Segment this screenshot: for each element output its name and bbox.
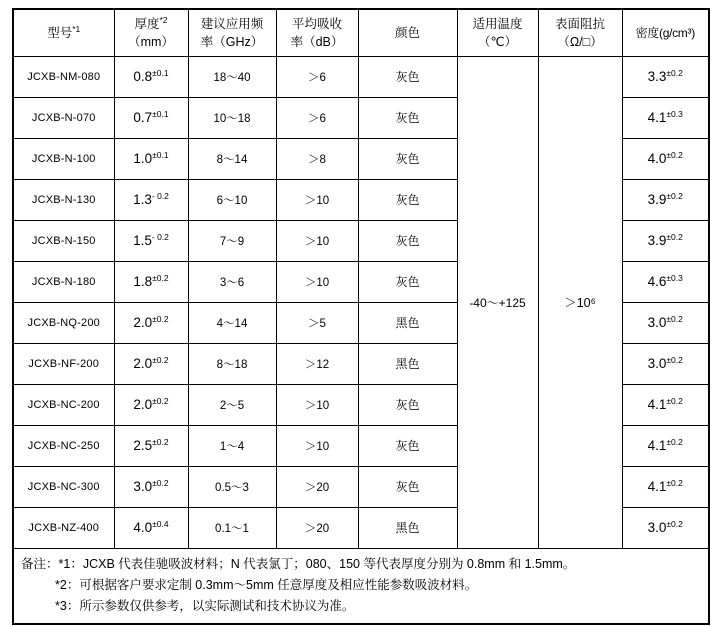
density-cell bbox=[622, 302, 709, 343]
absorption-cell: ＞10 bbox=[276, 261, 358, 302]
density-cell bbox=[622, 425, 709, 466]
absorption-cell: ＞20 bbox=[276, 466, 358, 507]
frequency-cell: 2～5 bbox=[188, 384, 276, 425]
model-cell: JCXB-NC-200 bbox=[13, 384, 114, 425]
table-row bbox=[13, 56, 709, 97]
thickness-tolerance: ±0.2 bbox=[152, 273, 169, 284]
frequency-cell: 8～18 bbox=[188, 343, 276, 384]
color-cell: 灰色 bbox=[358, 384, 457, 425]
thickness-tolerance: ±0.2 bbox=[152, 478, 169, 489]
thickness-cell bbox=[114, 261, 188, 302]
temperature-merged-cell: -40～+125 bbox=[457, 56, 538, 548]
header-absorption bbox=[276, 9, 358, 56]
model-cell: JCXB-N-150 bbox=[13, 220, 114, 261]
thickness-value: 0.7 bbox=[133, 110, 153, 125]
thickness-tolerance: ±0.2 bbox=[152, 437, 169, 448]
absorption-cell: ＞10 bbox=[276, 179, 358, 220]
frequency-cell: 0.5～3 bbox=[188, 466, 276, 507]
thickness-tolerance: ±0.1 bbox=[152, 109, 169, 120]
density-value: 3.3 bbox=[647, 69, 667, 84]
density-value: 3.0 bbox=[647, 520, 667, 535]
color-cell: 灰色 bbox=[358, 220, 457, 261]
density-cell bbox=[622, 138, 709, 179]
color-cell: 黑色 bbox=[358, 302, 457, 343]
header-impedance bbox=[538, 9, 622, 56]
header-thickness-footnote: *2 bbox=[159, 14, 168, 25]
density-tolerance: ±0.2 bbox=[666, 519, 683, 530]
density-value: 4.1 bbox=[647, 479, 667, 494]
thickness-tolerance: - 0.2 bbox=[151, 191, 169, 202]
thickness-cell bbox=[114, 343, 188, 384]
model-cell: JCXB-NM-080 bbox=[13, 56, 114, 97]
density-tolerance: ±0.3 bbox=[666, 273, 683, 284]
thickness-value: 3.0 bbox=[133, 479, 153, 494]
color-cell: 灰色 bbox=[358, 179, 457, 220]
thickness-cell bbox=[114, 384, 188, 425]
spec-table-body bbox=[13, 56, 709, 548]
header-frequency bbox=[188, 9, 276, 56]
frequency-cell: 6～10 bbox=[188, 179, 276, 220]
density-tolerance: ±0.2 bbox=[666, 355, 683, 366]
color-cell: 黑色 bbox=[358, 507, 457, 548]
thickness-tolerance: - 0.2 bbox=[151, 232, 169, 243]
density-value: 4.1 bbox=[647, 438, 667, 453]
density-value: 4.1 bbox=[647, 397, 667, 412]
density-tolerance: ±0.2 bbox=[666, 68, 683, 79]
color-cell: 灰色 bbox=[358, 261, 457, 302]
thickness-value: 1.3 bbox=[133, 192, 152, 207]
color-cell: 灰色 bbox=[358, 466, 457, 507]
absorption-cell: ＞10 bbox=[276, 384, 358, 425]
note-line-3: *3：所示参数仅供参考，以实际测试和技术协议为准。 bbox=[55, 598, 355, 613]
thickness-tolerance: ±0.2 bbox=[152, 314, 169, 325]
header-absorption-line1: 平均吸收 bbox=[291, 16, 342, 31]
thickness-value: 2.0 bbox=[133, 356, 153, 371]
density-cell bbox=[622, 56, 709, 97]
thickness-cell bbox=[114, 466, 188, 507]
header-thickness bbox=[114, 9, 188, 56]
thickness-cell bbox=[114, 56, 188, 97]
header-density-label: 密度(g/cm³) bbox=[635, 25, 695, 40]
density-value: 3.9 bbox=[647, 192, 667, 207]
header-color bbox=[358, 9, 457, 56]
header-model-label: 型号 bbox=[47, 25, 73, 40]
density-cell bbox=[622, 343, 709, 384]
density-tolerance: ±0.2 bbox=[666, 314, 683, 325]
header-thickness-label: 厚度 bbox=[134, 16, 160, 31]
absorption-cell: ＞12 bbox=[276, 343, 358, 384]
density-cell bbox=[622, 466, 709, 507]
color-cell: 灰色 bbox=[358, 138, 457, 179]
notes-cell bbox=[13, 548, 709, 624]
thickness-cell bbox=[114, 97, 188, 138]
frequency-cell: 0.1～1 bbox=[188, 507, 276, 548]
absorption-cell: ＞10 bbox=[276, 220, 358, 261]
header-density bbox=[622, 9, 709, 56]
thickness-cell bbox=[114, 138, 188, 179]
density-tolerance: ±0.2 bbox=[666, 396, 683, 407]
density-value: 4.0 bbox=[647, 151, 667, 166]
header-thickness-unit: （mm） bbox=[128, 34, 174, 49]
header-row bbox=[13, 9, 709, 56]
thickness-cell bbox=[114, 425, 188, 466]
density-cell bbox=[622, 384, 709, 425]
absorption-cell: ＞10 bbox=[276, 425, 358, 466]
color-cell: 灰色 bbox=[358, 97, 457, 138]
model-cell: JCXB-N-100 bbox=[13, 138, 114, 179]
density-tolerance: ±0.2 bbox=[666, 232, 683, 243]
density-cell bbox=[622, 507, 709, 548]
thickness-value: 2.0 bbox=[133, 397, 153, 412]
thickness-value: 4.0 bbox=[133, 520, 153, 535]
frequency-cell: 8～14 bbox=[188, 138, 276, 179]
color-cell: 黑色 bbox=[358, 343, 457, 384]
header-temperature-line1: 适用温度 bbox=[472, 16, 523, 31]
table-footer bbox=[13, 548, 709, 624]
color-cell: 灰色 bbox=[358, 425, 457, 466]
density-tolerance: ±0.2 bbox=[666, 150, 683, 161]
header-model-footnote: *1 bbox=[72, 23, 81, 34]
table-header bbox=[13, 9, 709, 56]
density-tolerance: ±0.2 bbox=[666, 478, 683, 489]
density-value: 3.9 bbox=[647, 233, 667, 248]
notes-row bbox=[13, 548, 709, 624]
model-cell: JCXB-NQ-200 bbox=[13, 302, 114, 343]
header-temperature-line2: （℃） bbox=[477, 34, 518, 49]
thickness-tolerance: ±0.1 bbox=[152, 68, 169, 79]
density-cell bbox=[622, 220, 709, 261]
frequency-cell: 3～6 bbox=[188, 261, 276, 302]
thickness-cell bbox=[114, 220, 188, 261]
frequency-cell: 10～18 bbox=[188, 97, 276, 138]
density-value: 4.1 bbox=[647, 110, 667, 125]
spec-sheet bbox=[12, 8, 708, 625]
model-cell: JCXB-NC-300 bbox=[13, 466, 114, 507]
header-model bbox=[13, 9, 114, 56]
model-cell: JCXB-N-070 bbox=[13, 97, 114, 138]
thickness-value: 1.5 bbox=[133, 233, 152, 248]
density-cell bbox=[622, 261, 709, 302]
thickness-value: 1.0 bbox=[133, 151, 153, 166]
header-color-label: 颜色 bbox=[394, 25, 420, 40]
frequency-cell: 18～40 bbox=[188, 56, 276, 97]
model-cell: JCXB-NC-250 bbox=[13, 425, 114, 466]
frequency-cell: 1～4 bbox=[188, 425, 276, 466]
model-cell: JCXB-NF-200 bbox=[13, 343, 114, 384]
absorption-cell: ＞8 bbox=[276, 138, 358, 179]
thickness-value: 1.8 bbox=[133, 274, 153, 289]
density-tolerance: ±0.3 bbox=[666, 109, 683, 120]
model-cell: JCXB-NZ-400 bbox=[13, 507, 114, 548]
header-impedance-line2: （Ω/□） bbox=[557, 34, 603, 49]
header-frequency-line1: 建议应用频 bbox=[200, 16, 264, 31]
density-cell bbox=[622, 179, 709, 220]
thickness-cell bbox=[114, 302, 188, 343]
thickness-cell bbox=[114, 507, 188, 548]
thickness-tolerance: ±0.4 bbox=[152, 519, 169, 530]
thickness-tolerance: ±0.2 bbox=[152, 355, 169, 366]
frequency-cell: 4～14 bbox=[188, 302, 276, 343]
absorption-cell: ＞6 bbox=[276, 56, 358, 97]
absorption-cell: ＞5 bbox=[276, 302, 358, 343]
density-cell bbox=[622, 97, 709, 138]
absorption-cell: ＞20 bbox=[276, 507, 358, 548]
color-cell: 灰色 bbox=[358, 56, 457, 97]
density-value: 3.0 bbox=[647, 315, 667, 330]
model-cell: JCXB-N-180 bbox=[13, 261, 114, 302]
thickness-value: 2.5 bbox=[133, 438, 153, 453]
header-impedance-line1: 表面阻抗 bbox=[554, 16, 605, 31]
thickness-tolerance: ±0.2 bbox=[152, 396, 169, 407]
density-tolerance: ±0.2 bbox=[666, 191, 683, 202]
thickness-tolerance: ±0.1 bbox=[152, 150, 169, 161]
note-line-1 bbox=[21, 554, 702, 575]
header-absorption-line2: 率（dB） bbox=[290, 34, 344, 49]
note-1-text: *1：JCXB 代表佳驰吸波材料；N 代表氯丁；080、150 等代表厚度分别为 0.8mm 和 1.5mm。 bbox=[58, 556, 576, 571]
impedance-merged-cell: ＞10⁶ bbox=[538, 56, 622, 548]
thickness-value: 0.8 bbox=[133, 69, 153, 84]
density-value: 4.6 bbox=[647, 274, 667, 289]
header-frequency-line2: 率（GHz） bbox=[200, 34, 264, 49]
model-cell: JCXB-N-130 bbox=[13, 179, 114, 220]
absorption-cell: ＞6 bbox=[276, 97, 358, 138]
density-tolerance: ±0.2 bbox=[666, 437, 683, 448]
density-value: 3.0 bbox=[647, 356, 667, 371]
note-line-2: *2：可根据客户要求定制 0.3mm～5mm 任意厚度及相应性能参数吸波材料。 bbox=[55, 577, 478, 592]
notes-label: 备注： bbox=[21, 556, 59, 571]
header-temperature bbox=[457, 9, 538, 56]
frequency-cell: 7～9 bbox=[188, 220, 276, 261]
spec-table bbox=[12, 8, 710, 625]
thickness-cell bbox=[114, 179, 188, 220]
thickness-value: 2.0 bbox=[133, 315, 153, 330]
